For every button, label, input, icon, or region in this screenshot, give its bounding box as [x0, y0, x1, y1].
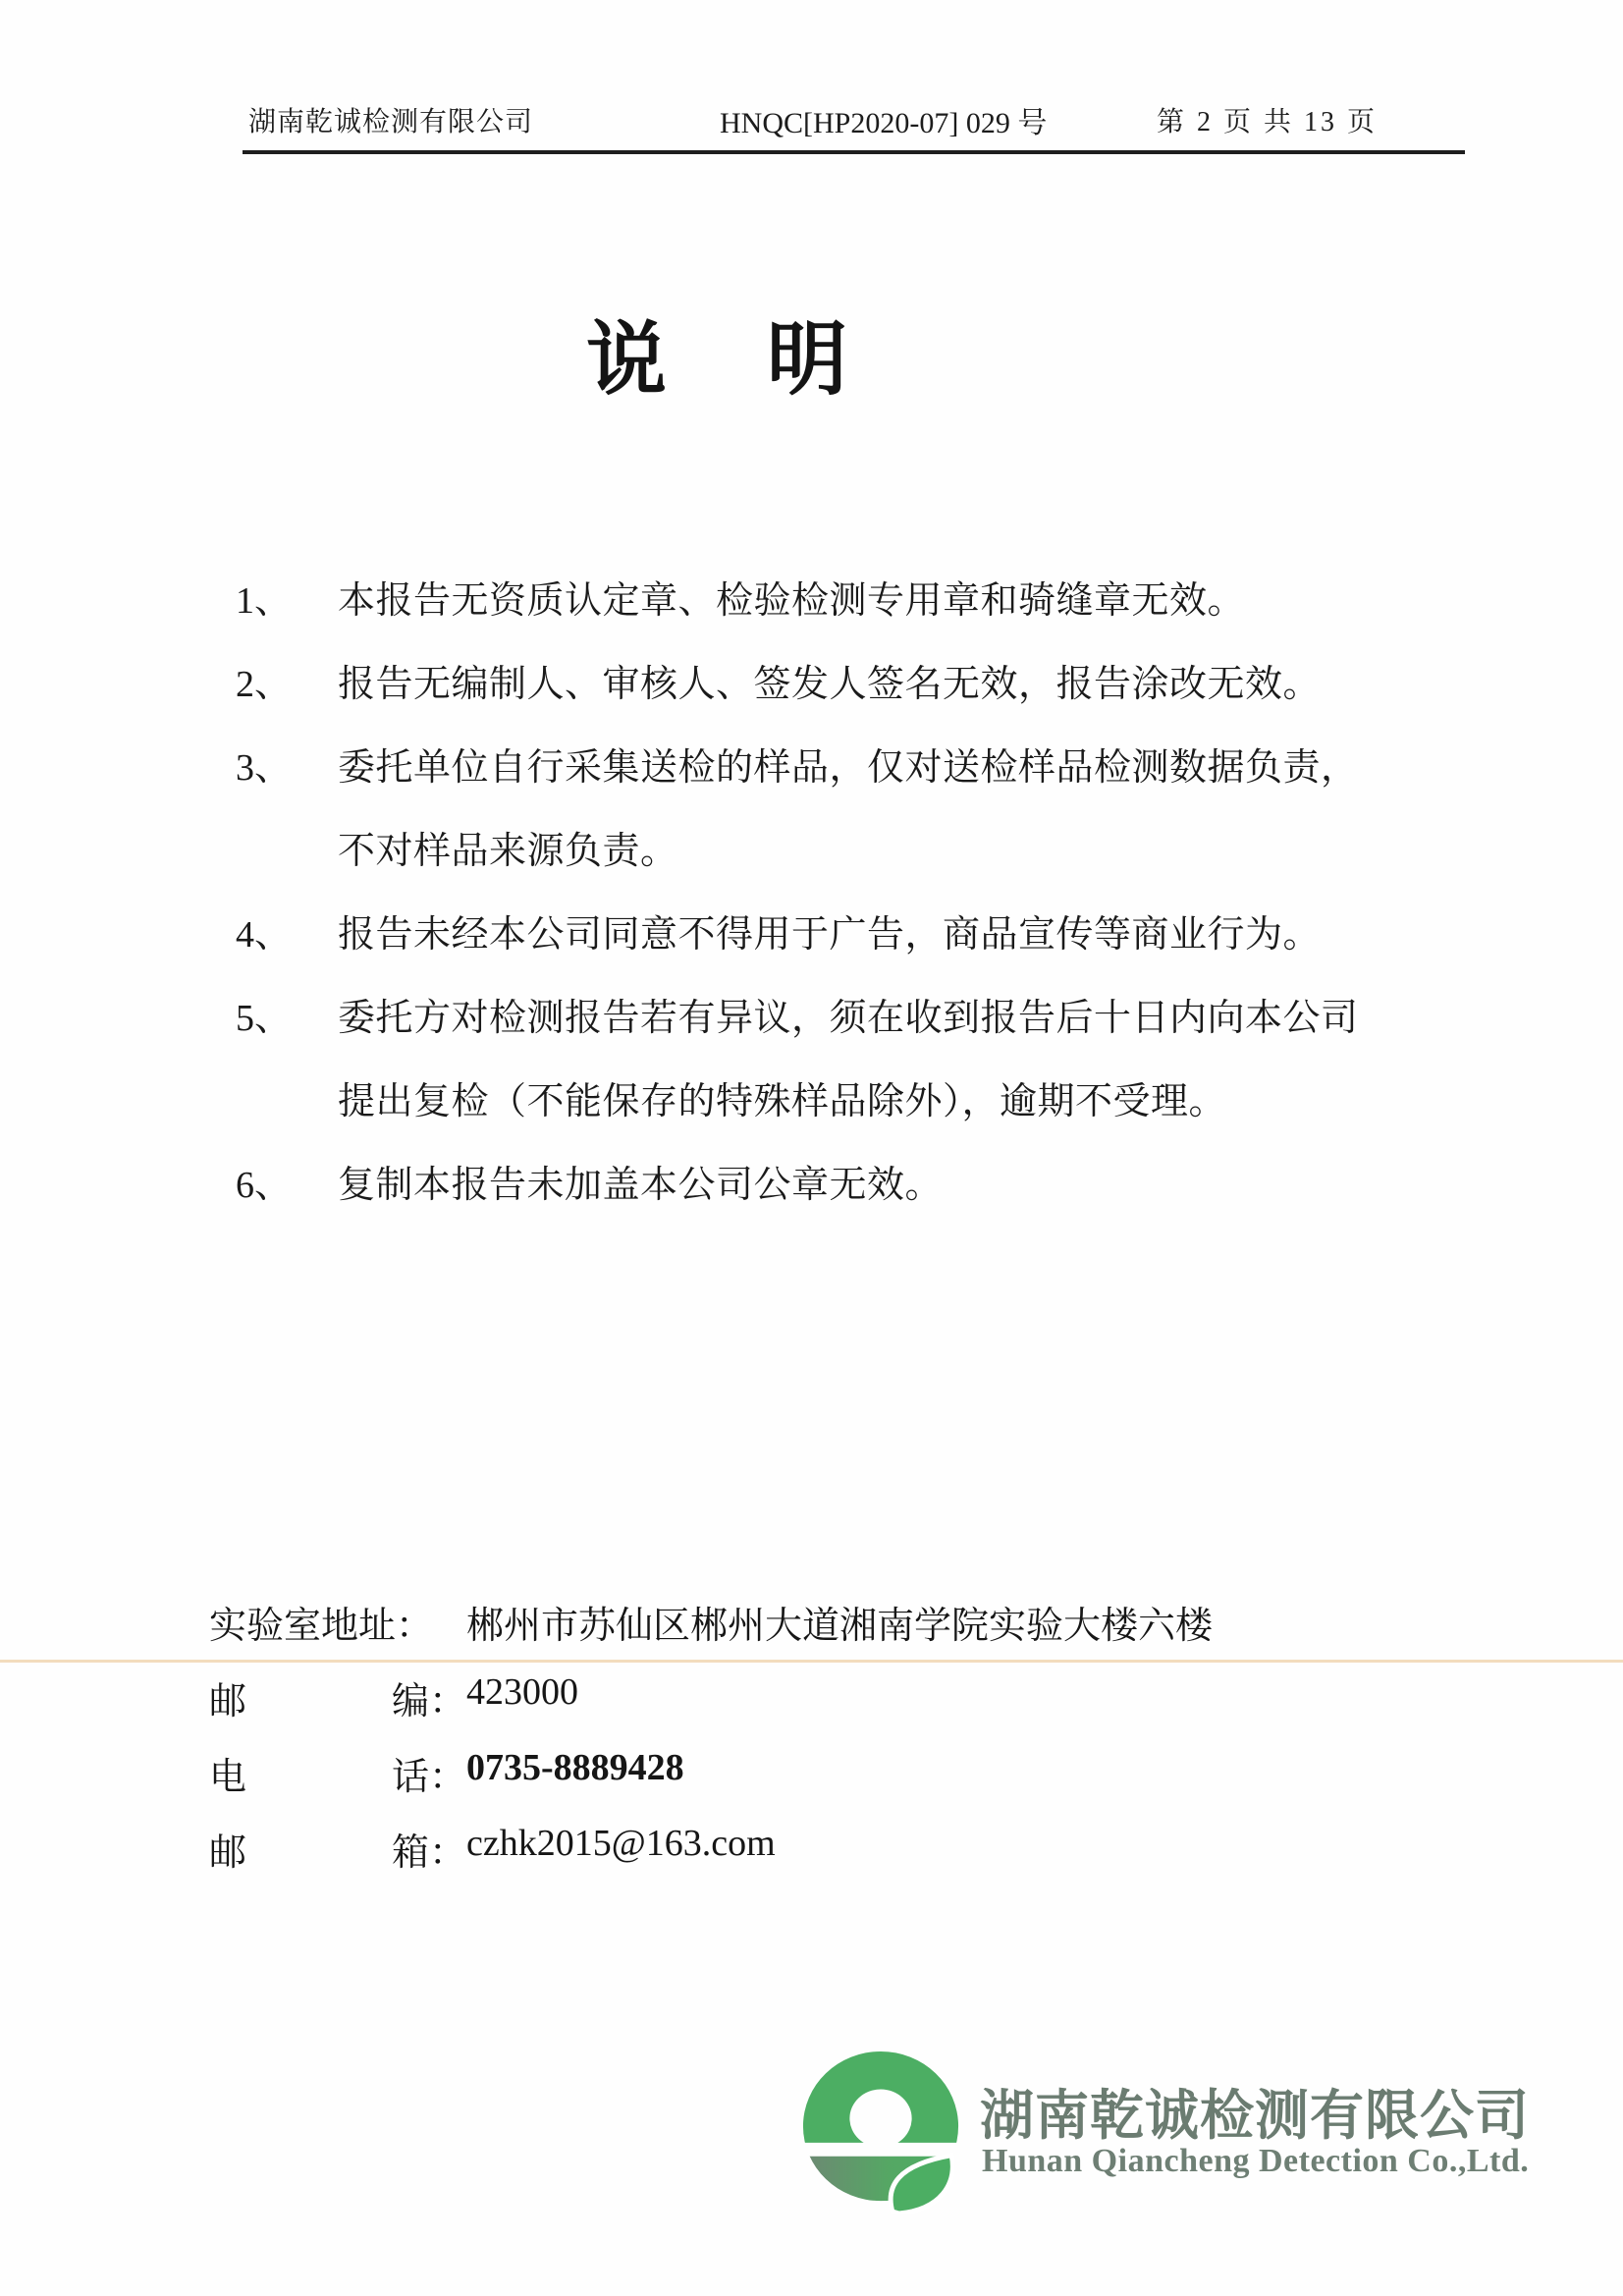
- note-number: 5、: [236, 998, 293, 1039]
- contact-label: [209, 1595, 466, 1649]
- note-number: 1、: [236, 580, 293, 622]
- logo-company-name-en: Hunan Qiancheng Detection Co.,Ltd.: [982, 2143, 1530, 2179]
- contact-value-email: czhk2015@163.com: [466, 1823, 776, 1864]
- note-item-4: [236, 903, 1434, 987]
- contact-label-text: 箱：: [391, 1832, 466, 1874]
- header-rule: [243, 150, 1465, 154]
- note-item-2: [236, 653, 1434, 737]
- contact-row-phone: [209, 1746, 1213, 1822]
- note-text: 复制本报告未加盖本公司公章无效。: [338, 1165, 944, 1206]
- header-company-name: 湖南乾诚检测有限公司: [248, 107, 534, 137]
- contact-row-zipcode: [209, 1670, 1213, 1746]
- note-item-3: [236, 737, 1434, 820]
- header-document-number: HNQC[HP2020-07] 029 号: [720, 107, 1048, 139]
- contact-label-text: 编：: [391, 1681, 466, 1722]
- note-number: 3、: [236, 747, 293, 789]
- contact-label: [209, 1822, 466, 1876]
- note-text: 报告未经本公司同意不得用于广告，商品宣传等商业行为。: [338, 914, 1322, 956]
- note-number: 4、: [236, 914, 293, 956]
- contact-value-phone: 0735-8889428: [466, 1747, 684, 1788]
- title-char-1: 说: [586, 315, 668, 405]
- note-item-3-continuation: [236, 820, 1434, 903]
- contact-label-text: 实验室地址：: [209, 1606, 434, 1647]
- notes-list: [236, 570, 1434, 1237]
- contact-value-zipcode: 423000: [466, 1671, 578, 1713]
- contact-label-text: 邮: [209, 1832, 247, 1874]
- logo-company-name-zh: 湖南乾诚检测有限公司: [980, 2086, 1531, 2146]
- contact-label: [209, 1670, 466, 1724]
- note-text: 报告无编制人、审核人、签发人签名无效，报告涂改无效。: [338, 664, 1322, 705]
- note-number: 6、: [236, 1165, 293, 1206]
- note-item-5-continuation: [236, 1070, 1434, 1154]
- header-page-info: 第 2 页 共 13 页: [1157, 107, 1379, 137]
- note-text: 本报告无资质认定章、检验检测专用章和骑缝章无效。: [338, 580, 1246, 622]
- contact-value-address: 郴州市苏仙区郴州大道湘南学院实验大楼六楼: [466, 1606, 1214, 1647]
- contact-label-text: 电: [209, 1757, 247, 1798]
- contact-block: [209, 1595, 1213, 1897]
- contact-label-text: 邮: [209, 1681, 247, 1722]
- note-item-6: [236, 1154, 1434, 1237]
- page-title: [586, 315, 848, 405]
- note-text: 提出复检（不能保存的特殊样品除外），逾期不受理。: [338, 1081, 1227, 1122]
- contact-row-email: [209, 1822, 1213, 1897]
- contact-label-text: 话：: [391, 1757, 466, 1798]
- note-text: 委托方对检测报告若有异议，须在收到报告后十日内向本公司: [338, 998, 1359, 1039]
- note-text: 委托单位自行采集送检的样品，仅对送检样品检测数据负责，: [338, 747, 1359, 789]
- contact-row-address: [209, 1595, 1213, 1670]
- title-char-2: 明: [767, 315, 848, 405]
- note-text: 不对样品来源负责。: [338, 831, 678, 872]
- note-number: 2、: [236, 664, 293, 705]
- note-item-5: [236, 987, 1434, 1070]
- note-item-1: [236, 570, 1434, 653]
- company-logo-q-leaf-icon: [798, 2049, 963, 2214]
- contact-label: [209, 1746, 466, 1800]
